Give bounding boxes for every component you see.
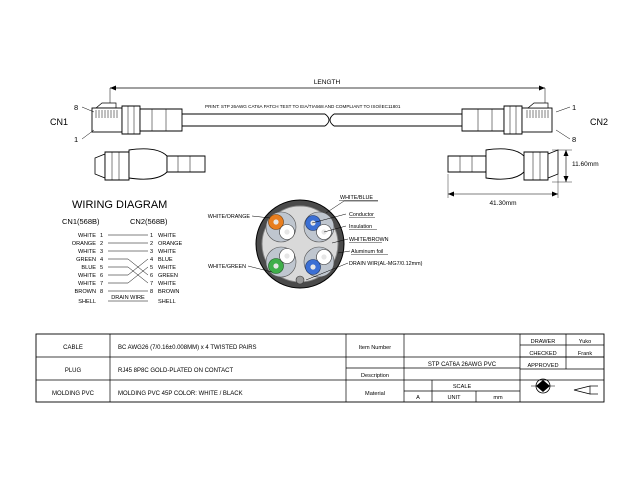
wiring-right-pin-2: 3 bbox=[150, 249, 154, 255]
pin-top-left: 8 bbox=[74, 103, 79, 112]
unit-value: mm bbox=[493, 395, 503, 401]
dimension-height-label: 11.60mm bbox=[572, 161, 599, 168]
wiring-right-pin-6: 7 bbox=[150, 281, 154, 287]
drawer-value: Yuko bbox=[578, 339, 592, 345]
connector-cn2 bbox=[462, 103, 552, 134]
wiring-left-pin-0: 1 bbox=[100, 233, 104, 239]
cn2-label: CN2 bbox=[590, 117, 609, 127]
wiring-right-color-4: WHITE bbox=[158, 265, 177, 271]
wiring-right-color-7: BROWN bbox=[158, 289, 180, 295]
wiring-right-color-2: WHITE bbox=[158, 249, 177, 255]
scale-label: SCALE bbox=[452, 384, 472, 390]
wiring-left-color-3: GREEN bbox=[76, 257, 96, 263]
wiring-right-pin-0: 1 bbox=[150, 233, 154, 239]
table-row-label-1: PLUG bbox=[64, 368, 82, 374]
table-row-value-2: MOLDING PVC 45P COLOR: WHITE / BLACK bbox=[118, 391, 243, 397]
spec-table bbox=[36, 334, 604, 402]
cone-symbol bbox=[574, 386, 598, 394]
wiring-right-color-5: GREEN bbox=[158, 273, 178, 279]
table-row-value-1: RJ45 8P8C GOLD-PLATED ON CONTACT bbox=[118, 368, 234, 374]
drawer-label: DRAWER bbox=[530, 339, 556, 345]
print-text: PRINT: STP 26AWG CAT6A PATCH TEST TO EIA/TIA568 AND COMPLIANT TO ISO/IEC11801 bbox=[205, 104, 401, 109]
pin-top-right: 1 bbox=[572, 103, 577, 112]
pin-bottom-right: 8 bbox=[572, 135, 577, 144]
wiring-left-pin-3: 4 bbox=[100, 257, 104, 263]
label-white-orange: WHITE/ORANGE bbox=[207, 214, 250, 220]
connector-side-view-left bbox=[95, 149, 205, 180]
wiring-title: WIRING DIAGRAM bbox=[72, 199, 168, 211]
wiring-right-pin-3: 4 bbox=[150, 257, 154, 263]
length-label: LENGTH bbox=[313, 79, 341, 86]
a-label: A bbox=[416, 395, 420, 401]
approved-label: APPROVED bbox=[527, 363, 559, 369]
wiring-left-color-5: WHITE bbox=[77, 273, 96, 279]
wiring-right-color-1: ORANGE bbox=[158, 241, 183, 247]
wiring-shell-left: SHELL bbox=[78, 299, 96, 305]
pin-bottom-left: 1 bbox=[74, 135, 79, 144]
label-white-green: WHITE/GREEN bbox=[207, 264, 246, 270]
wiring-left-color-7: BROWN bbox=[74, 289, 96, 295]
connector-side-view-right bbox=[448, 149, 558, 180]
wiring-left-pin-1: 2 bbox=[100, 241, 104, 247]
pair-white-green bbox=[266, 247, 296, 277]
connector-cn1 bbox=[92, 103, 182, 134]
unit-label: UNIT bbox=[447, 395, 461, 401]
wiring-left-pin-7: 8 bbox=[100, 289, 104, 295]
label-drain-wire: DRAIN WIR(AL-MG7/0.12mm) bbox=[349, 261, 423, 267]
item-number-label: Item Number bbox=[358, 345, 392, 351]
cable-body bbox=[182, 114, 462, 126]
checked-value: Frank bbox=[577, 351, 593, 357]
cable-cross-section bbox=[208, 195, 423, 288]
table-row-value-0: BC AWG26 (7/0.16±0.008MM) x 4 TWISTED PAIRS bbox=[118, 345, 257, 351]
wiring-left-color-6: WHITE bbox=[77, 281, 96, 287]
material-label: Material bbox=[365, 391, 385, 397]
table-row-label-2: MOLDING PVC bbox=[51, 391, 95, 397]
label-insulation: Insulation bbox=[349, 224, 373, 230]
description-label: Description bbox=[361, 373, 389, 379]
wiring-shell-right: SHELL bbox=[158, 299, 176, 305]
description-value: STP CAT6A 26AWG PVC bbox=[427, 362, 497, 368]
wiring-right-color-6: WHITE bbox=[158, 281, 177, 287]
label-white-blue: WHITE/BLUE bbox=[340, 195, 373, 201]
label-white-brown: WHITE/BROWN bbox=[349, 237, 389, 243]
wiring-right-color-3: BLUE bbox=[158, 257, 173, 263]
wiring-left-pin-4: 5 bbox=[100, 265, 104, 271]
pair-white-brown bbox=[304, 247, 334, 277]
wiring-right-pin-5: 6 bbox=[150, 273, 154, 279]
wiring-right-header: CN2(568B) bbox=[130, 217, 168, 226]
wiring-right-color-0: WHITE bbox=[158, 233, 177, 239]
wiring-right-pin-7: 8 bbox=[150, 289, 154, 295]
dimension-length-label: 41.30mm bbox=[489, 200, 517, 207]
label-conductor: Conductor bbox=[349, 212, 374, 218]
wiring-left-color-1: ORANGE bbox=[71, 241, 96, 247]
wiring-left-color-0: WHITE bbox=[77, 233, 96, 239]
label-aluminum-foil: Aluminum foil bbox=[351, 249, 384, 255]
pair-white-orange bbox=[266, 212, 296, 242]
wiring-right-pin-1: 2 bbox=[150, 241, 154, 247]
wiring-drain-wire: DRAIN WIRE bbox=[111, 295, 145, 301]
cn1-label: CN1 bbox=[50, 117, 69, 127]
wiring-left-pin-5: 6 bbox=[100, 273, 104, 279]
wiring-left-pin-6: 7 bbox=[100, 281, 104, 287]
pair-white-blue bbox=[304, 212, 334, 242]
table-row-label-0: CABLE bbox=[63, 345, 83, 351]
wiring-right-pin-4: 5 bbox=[150, 265, 154, 271]
projection-symbol bbox=[531, 379, 555, 393]
wiring-left-color-2: WHITE bbox=[77, 249, 96, 255]
cable-assembly bbox=[50, 103, 608, 144]
wiring-left-pin-2: 3 bbox=[100, 249, 104, 255]
checked-label: CHECKED bbox=[529, 351, 557, 357]
wiring-left-header: CN1(568B) bbox=[62, 217, 100, 226]
wiring-diagram bbox=[62, 199, 183, 305]
wiring-left-color-4: BLUE bbox=[81, 265, 96, 271]
dimension-height bbox=[552, 150, 599, 182]
